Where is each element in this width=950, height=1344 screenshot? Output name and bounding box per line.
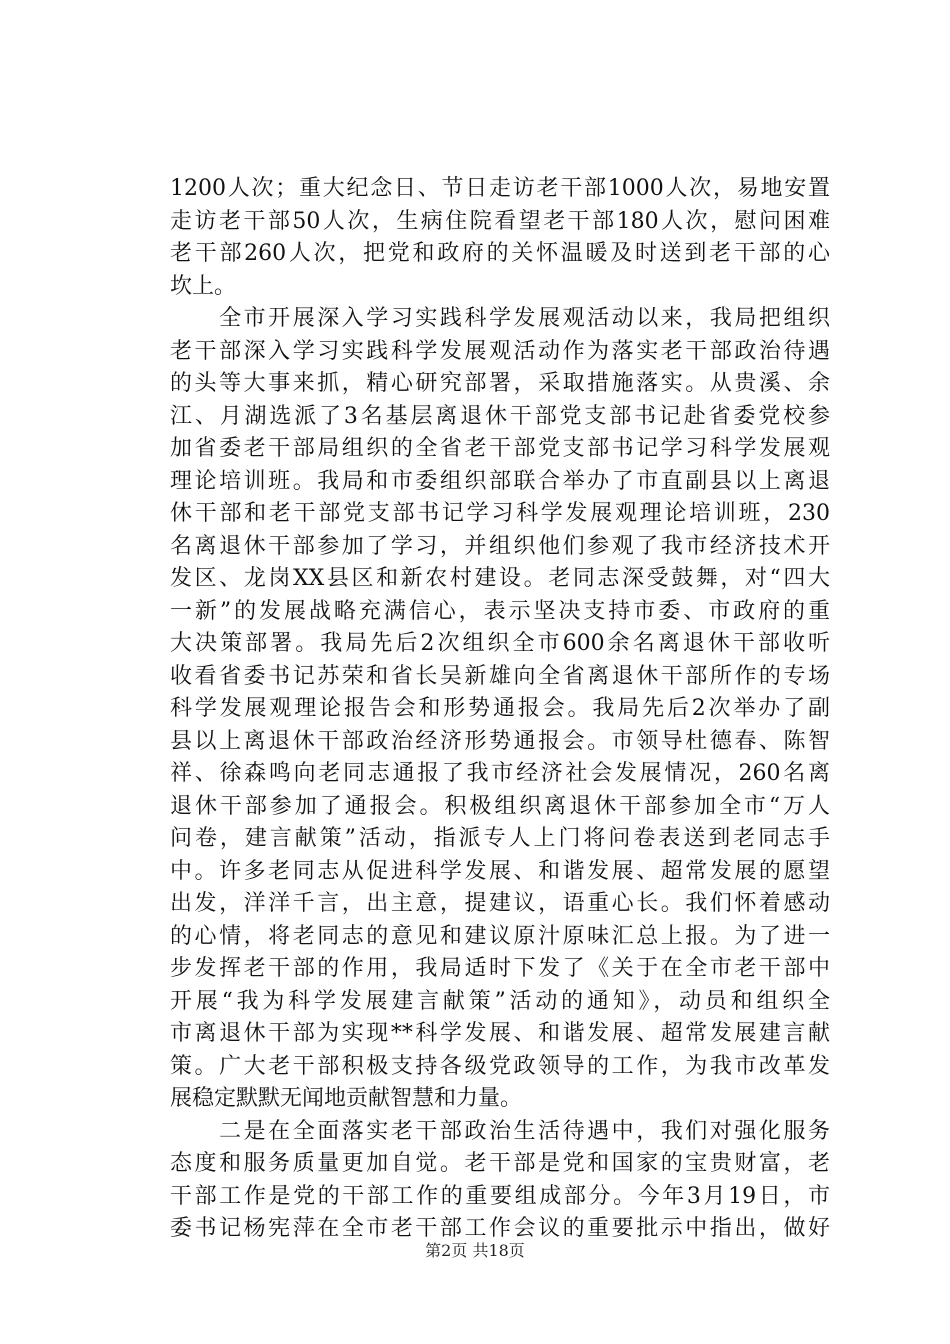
text-line: 出发，洋洋千言，出主意，提建议，语重心长。我们怀着感动 — [170, 891, 830, 916]
text-line: 策。广大老干部积极支持各级党政领导的工作，为我市改革发 — [170, 1053, 830, 1079]
text-line: 态度和服务质量更加自觉。老干部是党和国家的宝贵财富，老 — [170, 1151, 830, 1176]
text-line: 坎上。 — [170, 273, 237, 299]
text-line: 老干部深入学习实践科学发展观活动作为落实老干部政治待遇 — [170, 338, 830, 364]
text-line: 发区、龙岗XX县区和新农村建设。老同志深受鼓舞，对“四大 — [170, 566, 830, 591]
text-line: 步发挥老干部的作用，我局适时下发了《关于在全市老干部中 — [170, 956, 830, 981]
text-line: 委书记杨宪萍在全市老干部工作会议的重要批示中指出，做好 — [170, 1216, 830, 1241]
text-line: 走访老干部50人次，生病住院看望老干部180人次，慰问困难 — [170, 208, 830, 234]
text-line: 科学发展观理论报告会和形势通报会。我局先后2次举办了副 — [170, 696, 830, 721]
text-line: 江、月湖选派了3名基层离退休干部党支部书记赴省委党校参 — [170, 403, 830, 429]
text-line: 开展“我为科学发展建言献策”活动的通知》，动员和组织全 — [170, 988, 830, 1014]
text-line: 展稳定默默无闻地贡献智慧和力量。 — [170, 1086, 523, 1111]
text-line: 的头等大事来抓，精心研究部署，采取措施落实。从贵溪、余 — [170, 371, 830, 396]
text-line: 中。许多老同志从促进科学发展、和谐发展、超常发展的愿望 — [170, 858, 830, 884]
text-line: 全市开展深入学习实践科学发展观活动以来，我局把组织 — [170, 306, 830, 331]
text-line: 市离退休干部为实现**科学发展、和谐发展、超常发展建言献 — [170, 1021, 830, 1046]
text-line: 干部工作是党的干部工作的重要组成部分。今年3月19日，市 — [170, 1183, 830, 1209]
text-line: 一新”的发展战略充满信心，表示坚决支持市委、市政府的重 — [170, 598, 830, 624]
text-line: 理论培训班。我局和市委组织部联合举办了市直副县以上离退 — [170, 468, 830, 494]
text-line: 休干部和老干部党支部书记学习科学发展观理论培训班，230 — [170, 501, 830, 526]
text-line: 退休干部参加了通报会。积极组织离退休干部参加全市“万人 — [170, 793, 830, 819]
text-line: 老干部260人次，把党和政府的关怀温暖及时送到老干部的心 — [170, 241, 830, 266]
text-line: 大决策部署。我局先后2次组织全市600余名离退休干部收听 — [170, 631, 830, 656]
body-text — [170, 173, 830, 1246]
text-line: 祥、徐森鸣向老同志通报了我市经济社会发展情况，260名离 — [170, 761, 830, 786]
text-line: 1200人次；重大纪念日、节日走访老干部1000人次，易地安置 — [170, 176, 830, 201]
text-line: 名离退休干部参加了学习，并组织他们参观了我市经济技术开 — [170, 533, 830, 559]
text-line: 的心情，将老同志的意见和建议原汁原味汇总上报。为了进一 — [170, 923, 830, 949]
page-footer: 第2页 共18页 — [425, 1241, 525, 1260]
text-line: 收看省委书记苏荣和省长吴新雄向全省离退休干部所作的专场 — [170, 663, 830, 689]
text-line: 加省委老干部局组织的全省老干部党支部书记学习科学发展观 — [170, 436, 830, 461]
text-line: 问卷，建言献策”活动，指派专人上门将问卷表送到老同志手 — [170, 826, 830, 851]
text-line: 二是在全面落实老干部政治生活待遇中，我们对强化服务 — [170, 1118, 830, 1144]
text-line: 县以上离退休干部政治经济形势通报会。市领导杜德春、陈智 — [170, 728, 830, 754]
